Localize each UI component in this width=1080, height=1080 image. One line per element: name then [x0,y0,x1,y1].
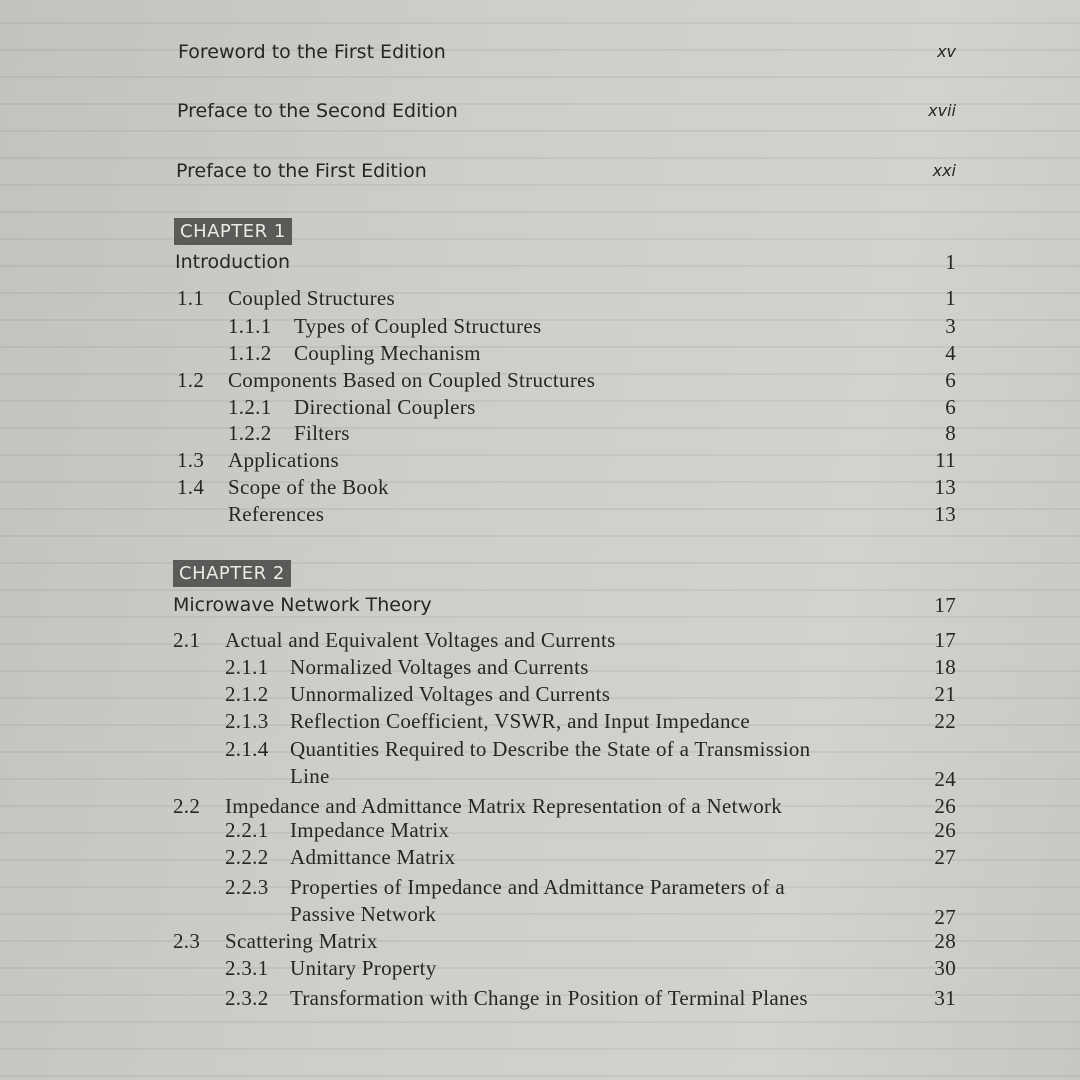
toc-entry [0,706,1080,736]
entry-title: Coupling Mechanism [294,341,481,365]
section-number: 2.2.2 [225,845,269,869]
section-number: 1.2.2 [228,421,272,445]
toc-entry [0,37,1080,67]
page-number: 3 [945,314,956,338]
entry-title: References [228,502,325,526]
chapter-title-row [0,247,1080,277]
page-number: 17 [934,628,956,652]
section-number: 2.3.1 [225,956,269,980]
entry-title: Quantities Required to Describe the State of a Transmission [290,737,811,761]
page-number: 4 [945,341,956,365]
page-number: 31 [934,986,956,1010]
section-number: 1.3 [177,448,205,472]
chapter-label: CHAPTER 1 [174,218,292,245]
toc-entry [0,815,1080,845]
toc-entry [0,338,1080,368]
toc-entry [0,311,1080,341]
entry-title: Preface to the Second Edition [177,100,458,122]
page-number: 21 [934,682,956,706]
toc-entry [0,472,1080,502]
entry-title-continued: Passive Network [290,902,437,926]
toc-entry [0,953,1080,983]
toc-entry [0,445,1080,475]
section-number: 1.1.2 [228,341,272,365]
page-number: xv [937,42,956,61]
section-number: 1.1.1 [228,314,272,338]
entry-title: Normalized Voltages and Currents [290,655,589,679]
entry-title: Types of Coupled Structures [294,314,542,338]
entry-title: Unnormalized Voltages and Currents [290,682,611,706]
entry-title: Scattering Matrix [225,929,378,953]
entry-title: Impedance and Admittance Matrix Representation of a Network [225,794,783,818]
section-number: 2.3.2 [225,986,269,1010]
page-number: 11 [935,448,956,472]
page-number: 6 [945,368,956,392]
page-number: xxi [932,161,956,180]
page-number: 1 [945,286,956,310]
entry-title: Coupled Structures [228,286,395,310]
toc-entry [0,983,1080,1013]
entry-title: Preface to the First Edition [176,160,427,182]
toc-entry [0,283,1080,313]
section-number: 1.4 [177,475,205,499]
toc-entry [0,499,1080,529]
section-number: 1.2.1 [228,395,272,419]
page-number: 8 [945,421,956,445]
page-number: 30 [934,956,956,980]
page-number: 26 [934,794,956,818]
page-number: 24 [934,767,956,791]
toc-entry [0,625,1080,655]
page-number: 13 [934,475,956,499]
chapter-label: CHAPTER 2 [173,560,291,587]
entry-title: Actual and Equivalent Voltages and Currents [225,628,616,652]
page-number: 6 [945,395,956,419]
section-number: 2.1.4 [225,737,269,761]
page-number: 17 [934,593,956,617]
page-number: 13 [934,502,956,526]
section-number: 2.3 [173,929,201,953]
chapter-title: Microwave Network Theory [173,594,432,616]
entry-title: Admittance Matrix [290,845,456,869]
section-number: 2.1.2 [225,682,269,706]
page-number: 27 [934,845,956,869]
entry-title: Unitary Property [290,956,437,980]
entry-title: Components Based on Coupled Structures [228,368,596,392]
toc-entry [0,679,1080,709]
toc-entry [0,96,1080,126]
entry-title: Transformation with Change in Position of Terminal Planes [290,986,808,1010]
page-number: xvii [928,101,956,120]
entry-title: Filters [294,421,350,445]
entry-title: Foreword to the First Edition [178,41,446,63]
toc-entry [0,842,1080,872]
page-number: 28 [934,929,956,953]
toc-entry [0,872,1080,929]
chapter-title: Introduction [175,251,291,273]
page-number: 26 [934,818,956,842]
section-number: 2.2 [173,794,201,818]
toc-entry [0,156,1080,186]
section-number: 2.2.1 [225,818,269,842]
toc-entry [0,734,1080,791]
section-number: 2.1 [173,628,201,652]
section-number: 1.1 [177,286,205,310]
chapter-title-row [0,590,1080,620]
entry-title-continued: Line [290,764,330,788]
toc-entry [0,418,1080,448]
entry-title: Directional Couplers [294,395,476,419]
page-number: 27 [934,905,956,929]
entry-title: Applications [228,448,339,472]
section-number: 2.2.3 [225,875,269,899]
section-number: 2.1.1 [225,655,269,679]
entry-title: Impedance Matrix [290,818,450,842]
page-number: 18 [934,655,956,679]
page-number: 22 [934,709,956,733]
section-number: 1.2 [177,368,205,392]
entry-title: Scope of the Book [228,475,389,499]
toc-entry [0,926,1080,956]
section-number: 2.1.3 [225,709,269,733]
entry-title: Reflection Coefficient, VSWR, and Input Impedance [290,709,751,733]
toc-entry [0,652,1080,682]
entry-title: Properties of Impedance and Admittance Parameters of a [290,875,785,899]
toc-entry [0,365,1080,395]
page-number: 1 [945,250,956,274]
